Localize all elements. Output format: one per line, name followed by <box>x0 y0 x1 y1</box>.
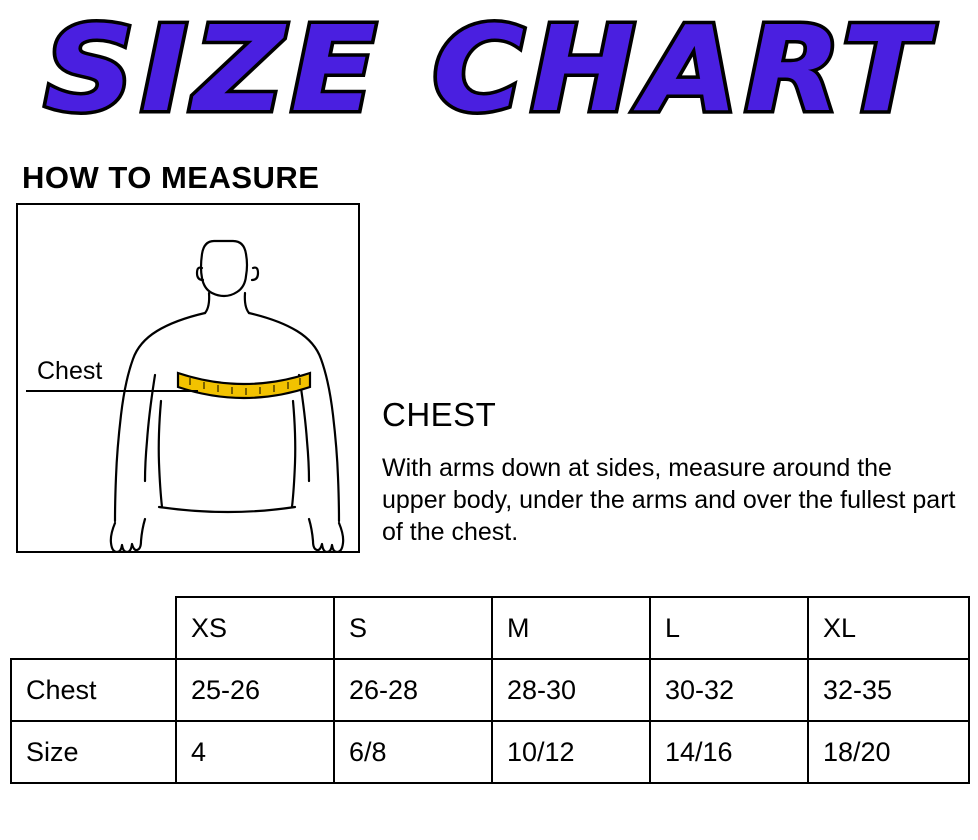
table-header-s: S <box>334 597 492 659</box>
chest-description: With arms down at sides, measure around the upper body, under the arms and over the fullest part of the chest. <box>382 454 956 546</box>
table-header-row <box>11 597 969 659</box>
cell-size-xs: 4 <box>176 721 334 783</box>
chest-section-title: CHEST <box>382 396 497 433</box>
cell-chest-m: 28-30 <box>492 659 650 721</box>
table-row <box>11 721 969 783</box>
page-title: SIZE CHART <box>44 0 934 138</box>
how-to-measure-heading: HOW TO MEASURE <box>22 160 320 195</box>
cell-chest-xl: 32-35 <box>808 659 969 721</box>
chest-leader-line <box>26 390 198 392</box>
size-table <box>10 596 970 784</box>
cell-chest-xs: 25-26 <box>176 659 334 721</box>
cell-chest-s: 26-28 <box>334 659 492 721</box>
cell-size-xl: 18/20 <box>808 721 969 783</box>
row-label-chest: Chest <box>11 659 176 721</box>
chest-diagram-label: Chest <box>34 357 105 386</box>
tape-measure <box>178 373 310 398</box>
table-header-l: L <box>650 597 808 659</box>
cell-size-m: 10/12 <box>492 721 650 783</box>
table-header-xs: XS <box>176 597 334 659</box>
cell-chest-l: 30-32 <box>650 659 808 721</box>
cell-size-l: 14/16 <box>650 721 808 783</box>
cell-size-s: 6/8 <box>334 721 492 783</box>
table-header-xl: XL <box>808 597 969 659</box>
table-header-m: M <box>492 597 650 659</box>
table-row <box>11 659 969 721</box>
table-corner-cell <box>11 597 176 659</box>
row-label-size: Size <box>11 721 176 783</box>
